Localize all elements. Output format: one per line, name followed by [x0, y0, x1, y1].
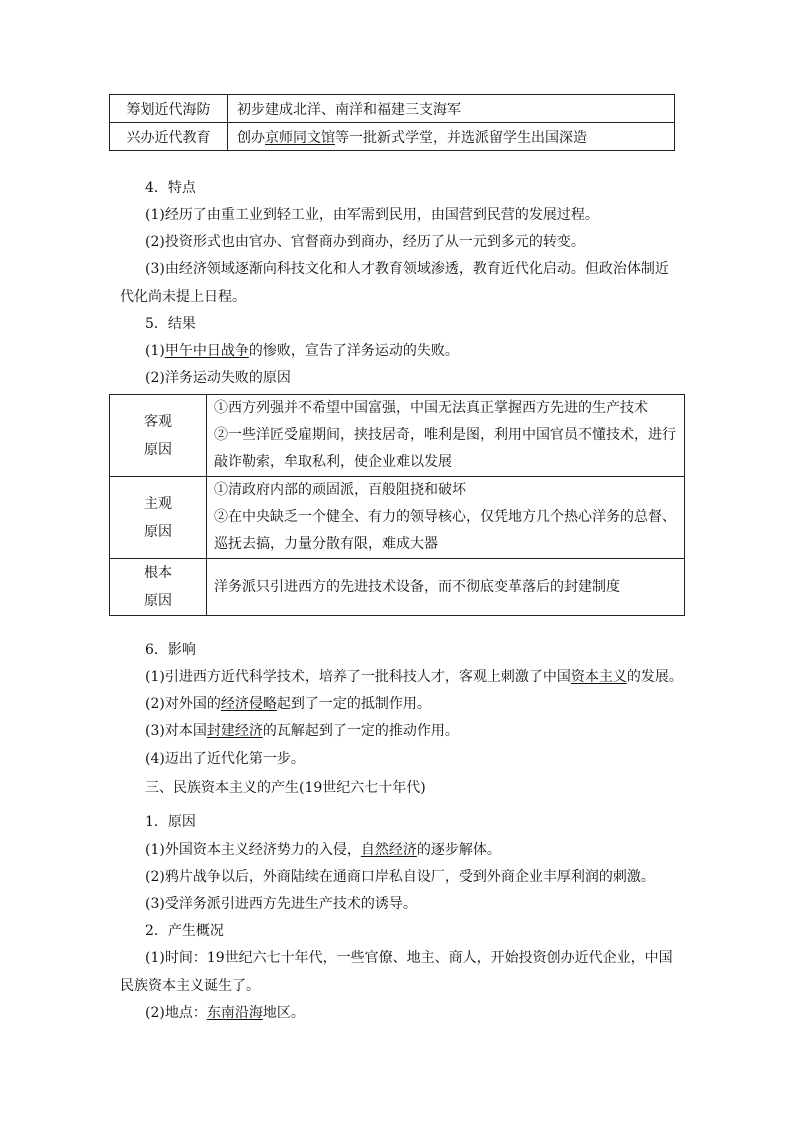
paragraph: [145, 721, 459, 741]
row-value: 洋务派只引进西方的先进技术设备，而不彻底变革落后的封建制度: [207, 559, 685, 616]
underlined-term: 资本主义: [570, 669, 627, 685]
paragraph: (2)投资形式也由官办、官督商办到商办，经历了从一元到多元的转变。: [145, 234, 585, 250]
paragraph: (2)洋务运动失败的原因: [145, 370, 291, 386]
text-span: 的瓦解起到了一定的推动作用。: [262, 723, 459, 739]
paragraph: [145, 667, 683, 687]
row-value: [207, 477, 685, 559]
paragraph: 民族资本主义诞生了。: [120, 978, 260, 994]
text-span: 等一批新式学堂，并选派留学生出国深造: [335, 129, 587, 146]
text-span: (2)对外国的: [145, 696, 221, 712]
paragraph: [145, 694, 431, 714]
paragraph: 代化尚未提上日程。: [120, 289, 246, 305]
underlined-term: 京师同文馆: [265, 129, 335, 146]
value-line: ②一些洋匠受雇期间，挟技居奇，唯利是图，利用中国官员不懂技术，进行: [214, 427, 676, 443]
row-key: [110, 559, 207, 616]
key-line: 主观: [144, 495, 172, 512]
value-line: ①西方列强并不希望中国富强，中国无法真正掌握西方先进的生产技术: [214, 400, 648, 416]
row-key: [110, 395, 207, 477]
row-value: 初步建成北洋、南洋和福建三支海军: [228, 95, 675, 123]
text-span: 创办: [237, 129, 265, 146]
row-key: 兴办近代教育: [110, 123, 228, 151]
key-line: 原因: [144, 441, 172, 458]
text-span: 地区。: [262, 1005, 305, 1021]
reason-table: [109, 394, 685, 616]
section-heading: 5．结果: [145, 316, 196, 332]
key-line: 原因: [144, 523, 172, 540]
key-line: 原因: [144, 593, 172, 609]
section-heading: 1．原因: [145, 814, 196, 830]
text-span: (2)地点：: [145, 1005, 207, 1021]
underlined-term: 甲午中日战争: [164, 343, 249, 359]
top-table: [109, 94, 675, 151]
text-span: (3)对本国: [145, 723, 207, 739]
row-key: 筹划近代海防: [110, 95, 228, 123]
text-span: 的惨败，宣告了洋务运动的失败。: [248, 343, 459, 359]
paragraph: (1)时间：19世纪六七十年代，一些官僚、地主、商人，开始投资创办近代企业，中国: [145, 950, 673, 966]
paragraph: [145, 341, 459, 361]
key-line: 根本: [144, 565, 172, 581]
text-span: (1): [145, 343, 165, 359]
underlined-term: 东南沿海: [206, 1005, 263, 1021]
chapter-heading: 三、民族资本主义的产生(19世纪六七十年代): [145, 780, 426, 796]
underlined-term: 经济侵略: [220, 696, 277, 712]
paragraph: (3)由经济领域逐渐向科技文化和人才教育领域渗透，教育近代化启动。但政治体制近: [145, 261, 669, 277]
table-row: [110, 123, 675, 151]
row-value: [207, 395, 685, 477]
text-span: (1)外国资本主义经济势力的入侵，: [145, 842, 361, 858]
section-heading: 6．影响: [145, 642, 196, 658]
section-heading: 2．产生概况: [145, 923, 224, 939]
underlined-term: 封建经济: [206, 723, 263, 739]
row-key: [110, 477, 207, 559]
section-heading: 4．特点: [145, 180, 196, 196]
table-row: [110, 395, 685, 477]
paragraph: [145, 1003, 305, 1023]
key-line: 客观: [144, 413, 172, 430]
underlined-term: 自然经济: [360, 842, 417, 858]
paragraph: [145, 840, 501, 860]
text-span: 起到了一定的抵制作用。: [276, 696, 431, 712]
value-line: 敲诈勒索，牟取私利，使企业难以发展: [214, 454, 452, 470]
paragraph: (2)鸦片战争以后，外商陆续在通商口岸私自设厂，受到外商企业丰厚利润的刺激。: [145, 869, 655, 885]
value-line: ②在中央缺乏一个健全、有力的领导核心，仅凭地方几个热心洋务的总督、: [214, 509, 676, 525]
table-row: [110, 559, 685, 616]
paragraph: (1)经历了由重工业到轻工业，由军需到民用，由国营到民营的发展过程。: [145, 207, 599, 223]
table-row: [110, 95, 675, 123]
table-row: [110, 477, 685, 559]
paragraph: (4)迈出了近代化第一步。: [145, 751, 305, 767]
value-line: 巡抚去搞，力量分散有限，难成大器: [214, 536, 438, 552]
row-value: [228, 123, 675, 151]
value-line: ①清政府内部的顽固派，百般阻挠和破坏: [214, 482, 466, 498]
paragraph: (3)受洋务派引进西方先进生产技术的诱导。: [145, 896, 417, 912]
text-span: 的发展。: [626, 669, 683, 685]
text-span: (1)引进西方近代科学技术，培养了一批科技人才，客观上刺激了中国: [145, 669, 571, 685]
text-span: 的逐步解体。: [416, 842, 501, 858]
